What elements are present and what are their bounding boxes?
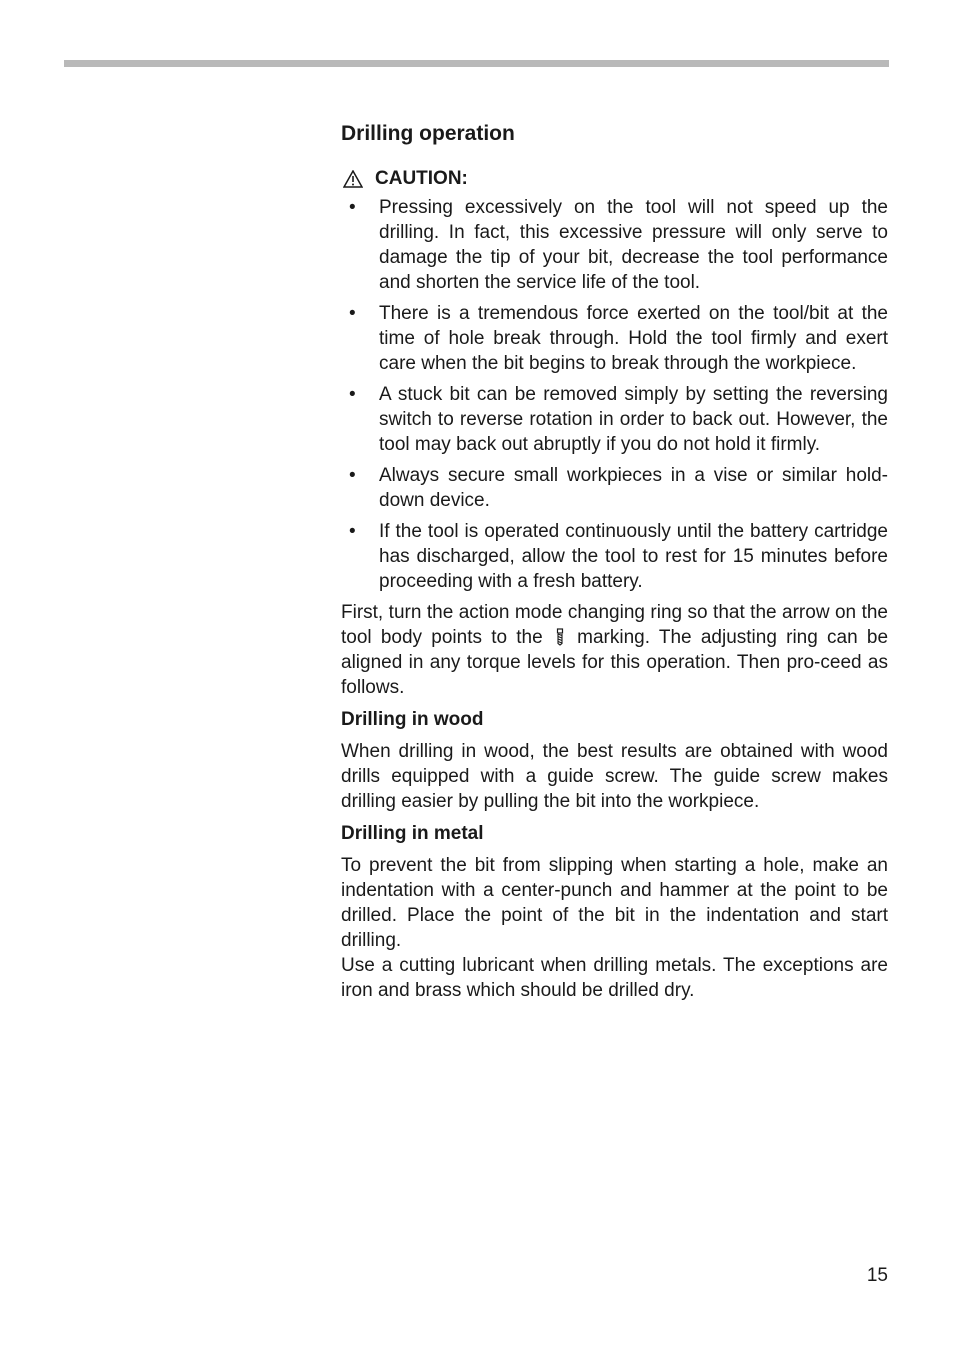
caution-item-text: If the tool is operated continuously until the battery cartridge has discharged, allow the tool to rest for 15 minutes before proceeding with a fresh battery. (379, 521, 888, 592)
intro-paragraph (341, 600, 888, 700)
page-number: 15 (866, 1265, 888, 1286)
caution-item-text: There is a tremendous force exerted on the tool/bit at the time of hole break through. Hold the tool firmly and exert care when the bit begins to break through the workpiece. (379, 303, 888, 374)
caution-item (341, 382, 888, 457)
warning-triangle-icon (343, 170, 363, 188)
metal-text-1: To prevent the bit from slipping when starting a hole, make an indentation with a center-punch and hammer at the point to be drilled. Place the point of the bit in the indentation and start drilling. (341, 855, 888, 951)
wood-text: When drilling in wood, the best results are obtained with wood drills equipped with a guide screw. The guide screw makes drilling easier by pulling the bit into the workpiece. (341, 741, 888, 812)
wood-title: Drilling in wood (341, 709, 484, 730)
bullet-icon: • (349, 303, 356, 324)
bullet-icon: • (349, 384, 356, 405)
caution-item-text: Always secure small workpieces in a vise or similar hold-down device. (379, 465, 888, 511)
caution-item-text: A stuck bit can be removed simply by setting the reversing switch to reverse rotation in order to back out. However, the tool may back out abruptly if you do not hold it firmly. (379, 384, 888, 455)
caution-item (341, 519, 888, 594)
bullet-icon: • (349, 521, 356, 542)
caution-item (341, 301, 888, 376)
caution-header (341, 166, 888, 191)
caution-item (341, 463, 888, 513)
header-rule (64, 60, 889, 67)
caution-item-text: Pressing excessively on the tool will not speed up the drilling. In fact, this excessive pressure will only serve to damage the tip of your bit, decrease the tool performance and shorten the service life of the tool. (379, 197, 888, 293)
caution-item (341, 195, 888, 295)
drill-bit-icon (554, 628, 566, 646)
intro-text-before: First, turn the action mode changing ring so that the arrow on the tool body points to the (341, 602, 888, 648)
caution-label: CAUTION: (375, 168, 468, 189)
intro-text-after: marking. The adjusting ring can be aligned in any torque levels for this operation. Then pro-ceed as follows. (341, 627, 889, 698)
metal-text-2: Use a cutting lubricant when drilling metals. The exceptions are iron and brass which should be drilled dry. (341, 955, 888, 1001)
bullet-icon: • (349, 465, 356, 486)
caution-list (341, 195, 888, 594)
section-title: Drilling operation (341, 122, 515, 145)
manual-content (341, 120, 888, 1003)
metal-title: Drilling in metal (341, 823, 484, 844)
bullet-icon: • (349, 197, 356, 218)
